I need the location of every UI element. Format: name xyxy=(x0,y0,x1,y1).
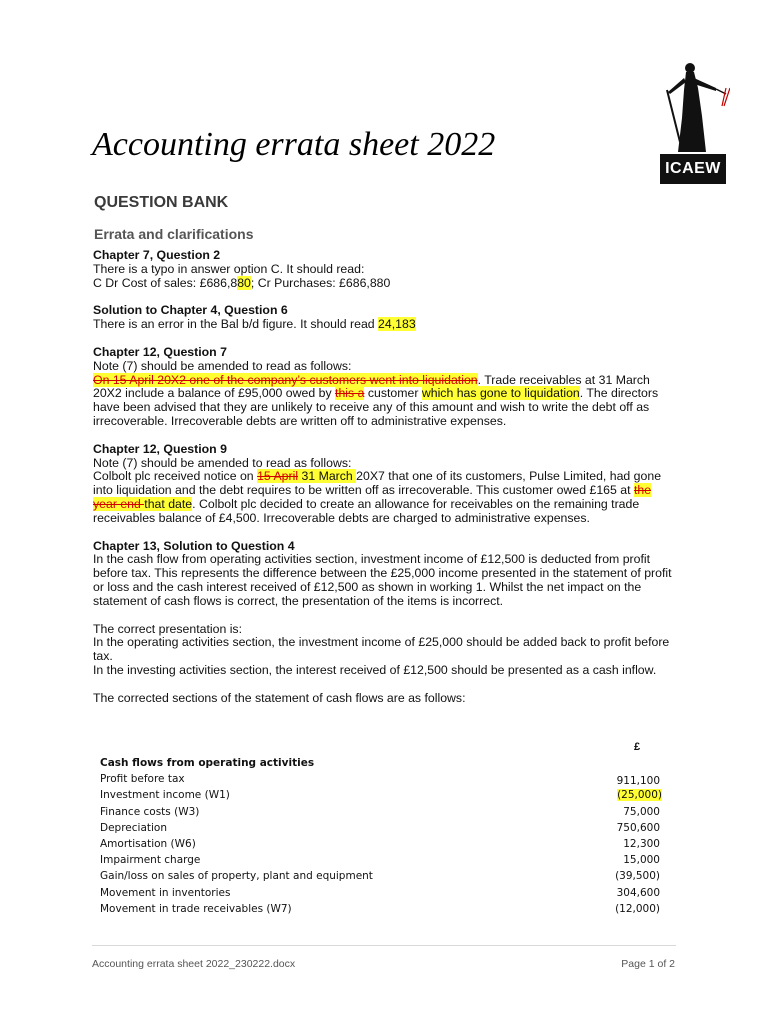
erratum-item xyxy=(93,443,673,526)
table-row xyxy=(100,854,664,870)
row-amount: 750,600 xyxy=(616,821,660,834)
row-label: Investment income (W1) xyxy=(100,789,230,802)
table-section-title: Cash flows from operating activities xyxy=(100,757,315,769)
table-row xyxy=(100,773,664,789)
row-amount: 75,000 xyxy=(623,805,660,818)
struck-text: 15 April xyxy=(257,469,299,484)
row-amount: 304,600 xyxy=(616,886,660,899)
erratum-text: The correct presentation is: xyxy=(93,621,242,636)
struck-text: this a xyxy=(335,386,365,401)
erratum-item xyxy=(93,304,673,332)
row-label: Impairment charge xyxy=(100,854,201,867)
row-amount: 15,000 xyxy=(623,854,660,867)
erratum-text: Note (7) should be amended to read as follows: xyxy=(93,358,352,373)
currency-header: £ xyxy=(634,741,641,753)
table-row xyxy=(100,903,664,919)
erratum-title: Chapter 12, Question 9 xyxy=(93,441,227,456)
lady-justice-icon xyxy=(660,58,730,154)
erratum-text: On 15 April 20X2 one of the company’s customers went into liquidation. Trade receivables at 31 March 20X2 include a balance of £95,000 owed by this a customer which has gone to liquidation. The directors have been advised that they are unlikely to receive any of this amount and wish to write the debt off as irrecoverable. Irrecoverable debts are written off to administrative expenses. xyxy=(93,372,659,428)
erratum-title: Chapter 12, Question 7 xyxy=(93,344,227,359)
struck-text: On 15 April 20X2 one of the company’s customers went into liquidation xyxy=(93,372,478,387)
highlight: that date xyxy=(144,496,193,511)
erratum-text: There is a typo in answer option C. It should read: xyxy=(93,261,365,276)
highlight: 24,183 xyxy=(378,317,416,332)
section-heading: QUESTION BANK xyxy=(94,194,229,211)
erratum-title: Chapter 7, Question 2 xyxy=(93,248,221,262)
struck-text: the year end xyxy=(93,483,652,511)
section-subheading: Errata and clarifications xyxy=(94,226,254,242)
erratum-text: In the investing activities section, the interest received of £12,500 should be presented as a cash inflow. xyxy=(93,662,657,677)
footer-filename: Accounting errata sheet 2022_230222.docx xyxy=(92,958,296,970)
highlight: which has gone to liquidation xyxy=(421,386,580,401)
table-row xyxy=(100,806,664,822)
erratum-text: In the cash flow from operating activities section, investment income of £12,500 is deducted from profit before tax. This represents the difference between the £25,000 income presented in the statement of profit or loss and the cash interest received of £12,500 as shown in working 1. Whilst the net impact on the statement of cash flows is correct, the presentation of the items is incorrect. xyxy=(93,552,672,608)
table-row xyxy=(100,838,664,854)
row-amount: (25,000) xyxy=(617,789,662,802)
erratum-text: The corrected sections of the statement of cash flows are as follows: xyxy=(93,690,466,705)
row-label: Movement in inventories xyxy=(100,886,231,899)
table-row xyxy=(100,870,664,886)
row-amount: (12,000) xyxy=(615,902,660,915)
row-amount: (39,500) xyxy=(615,870,660,883)
footer-divider xyxy=(92,945,676,946)
logo-wordmark: ICAEW xyxy=(660,154,726,184)
cashflow-table xyxy=(100,741,664,919)
row-label: Gain/loss on sales of property, plant and equipment xyxy=(100,870,373,883)
row-label: Finance costs (W3) xyxy=(100,805,200,818)
erratum-text: Note (7) should be amended to read as follows: xyxy=(93,455,352,470)
table-row xyxy=(100,789,664,805)
row-amount: 12,300 xyxy=(623,837,660,850)
icaew-logo xyxy=(660,58,730,184)
row-label: Depreciation xyxy=(100,821,167,834)
erratum-text: There is an error in the Bal b/d figure. It should read 24,183 xyxy=(93,317,416,332)
row-label: Movement in trade receivables (W7) xyxy=(100,902,292,915)
row-amount: 911,100 xyxy=(616,775,660,788)
erratum-title: Solution to Chapter 4, Question 6 xyxy=(93,303,288,318)
erratum-text: Colbolt plc received notice on 15 April 31 March 20X7 that one of its customers, Pulse Limited, had gone into liquidation and the debt requires to be written off as irrecoverable. This customer owed £165 at the year end that date. Colbolt plc decided to create an allowance for receivables on the remaining trade receivables balance of £4,500. Irrecoverable debts are charged to administrative expenses. xyxy=(93,469,662,525)
erratum-item xyxy=(93,249,673,290)
page-title: Accounting errata sheet 2022 xyxy=(92,126,496,163)
table-row xyxy=(100,887,664,903)
table-row xyxy=(100,822,664,838)
erratum-text: In the operating activities section, the investment income of £25,000 should be added back to profit before tax. xyxy=(93,635,670,664)
highlight: 80 xyxy=(237,275,251,290)
erratum-title: Chapter 13, Solution to Question 4 xyxy=(93,538,295,553)
row-label: Amortisation (W6) xyxy=(100,837,196,850)
footer-page-number: Page 1 of 2 xyxy=(621,958,675,970)
erratum-text: C Dr Cost of sales: £686,880; Cr Purchases: £686,880 xyxy=(93,275,391,290)
errata-body xyxy=(93,249,673,706)
erratum-item xyxy=(93,540,673,706)
highlight: 31 March xyxy=(298,469,357,484)
row-label: Profit before tax xyxy=(100,773,185,786)
erratum-item xyxy=(93,346,673,429)
